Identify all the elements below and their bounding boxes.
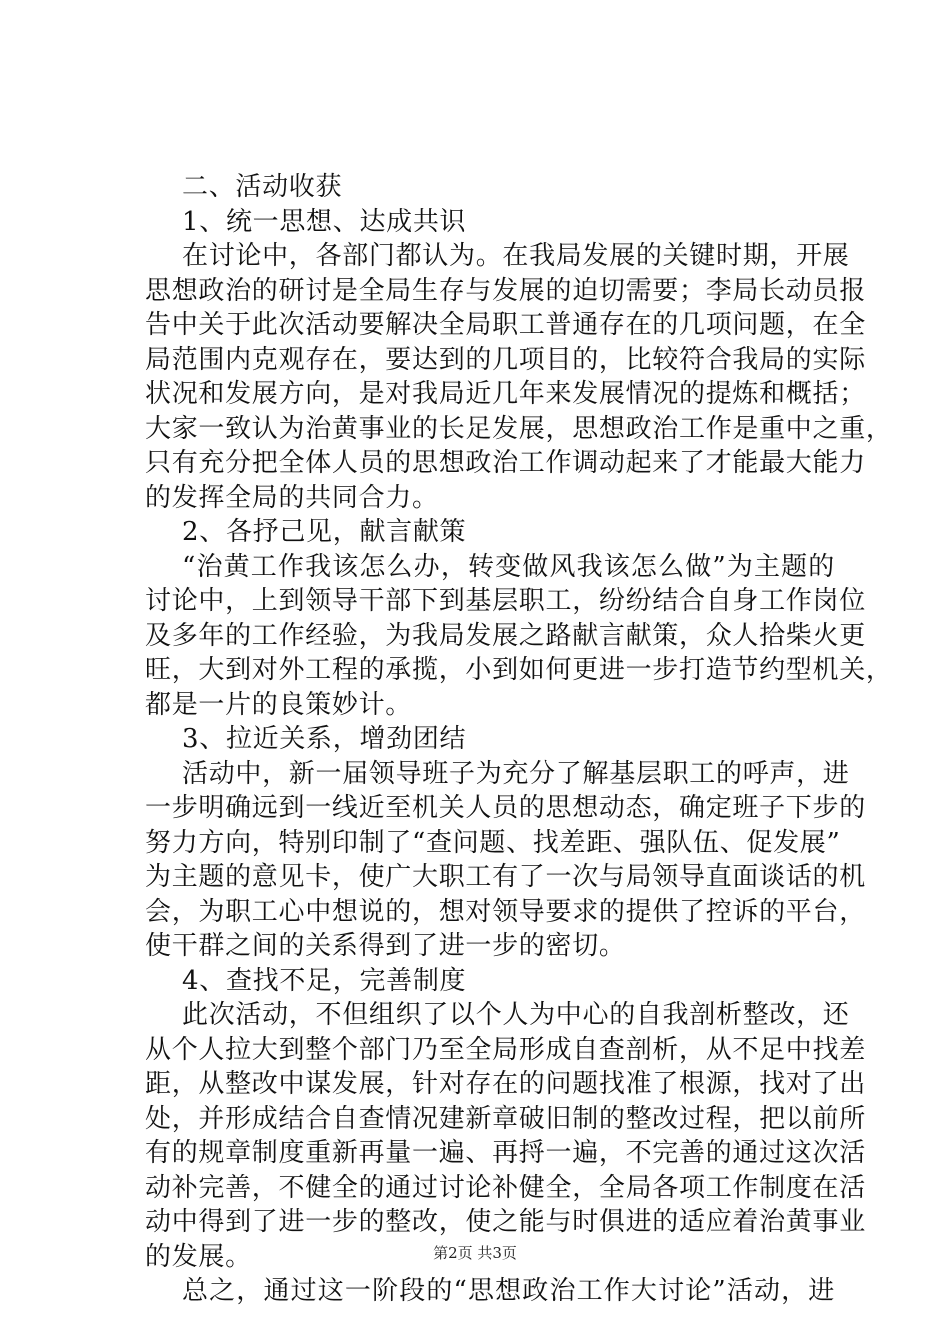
paragraph-line: 从个人拉大到整个部门乃至全局形成自查剖析，从不足中找差 <box>145 1034 866 1065</box>
paragraph-line: 动补完善，不健全的通过讨论补健全，全局各项工作制度在活 <box>145 1172 866 1203</box>
paragraph-line: 使干群之间的关系得到了进一步的密切。 <box>145 931 626 961</box>
subsection-heading: 2、各抒己见，献言献策 <box>182 517 467 547</box>
paragraph-line: 的发挥全局的共同合力。 <box>145 482 439 513</box>
paragraph-line: 都是一片的良策妙计。 <box>145 689 413 720</box>
paragraph-line: 有的规章制度重新再量一遍、再捋一遍，不完善的通过这次活 <box>145 1138 866 1168</box>
paragraph-line: 的发展。 <box>145 1241 252 1272</box>
subsection-heading: 1、统一思想、达成共识 <box>182 206 467 237</box>
paragraph-line: 此次活动，不但组织了以个人为中心的自我剖析整改，还 <box>182 1000 850 1030</box>
page-number-footer: 第2页 共3页 <box>433 1244 517 1262</box>
paragraph-line: 活动中，新一届领导班子为充分了解基层职工的呼声，进 <box>182 758 850 789</box>
paragraph-line: 处，并形成结合自查情况建新章破旧制的整改过程，把以前所 <box>145 1103 866 1134</box>
subsection-heading: 3、拉近关系，增劲团结 <box>182 724 467 754</box>
paragraph-line: 努力方向，特别印制了“查问题、找差距、强队伍、促发展” <box>145 827 841 858</box>
paragraph-line: 大家一致认为治黄事业的长足发展，思想政治工作是重中之重， <box>145 413 893 444</box>
paragraph-line: 动中得到了进一步的整改，使之能与时俱进的适应着治黄事业 <box>145 1207 866 1237</box>
document-body <box>145 170 893 1309</box>
paragraph-line: 旺，大到对外工程的承揽，小到如何更进一步打造节约型机关， <box>145 655 893 685</box>
paragraph-line: 一步明确远到一线近至机关人员的思想动态，确定班子下步的 <box>145 793 866 823</box>
paragraph-line: 讨论中，上到领导干部下到基层职工，纷纷结合自身工作岗位 <box>145 586 866 616</box>
paragraph-line: 告中关于此次活动要解决全局职工普通存在的几项问题，在全 <box>145 310 866 340</box>
paragraph-line: 及多年的工作经验，为我局发展之路献言献策，众人拾柴火更 <box>145 620 866 651</box>
paragraph-line: 为主题的意见卡，使广大职工有了一次与局领导直面谈话的机 <box>145 862 866 892</box>
paragraph-line: 在讨论中，各部门都认为。在我局发展的关键时期，开展 <box>182 241 850 271</box>
paragraph-line: “治黄工作我该怎么办，转变做风我该怎么做”为主题的 <box>182 551 835 582</box>
paragraph-line: 局范围内克观存在，要达到的几项目的，比较符合我局的实际 <box>145 344 866 375</box>
paragraph-line: 会，为职工心中想说的，想对领导要求的提供了控诉的平台， <box>145 896 866 927</box>
section-heading: 二、活动收获 <box>182 172 343 202</box>
paragraph-line: 距，从整改中谋发展，针对存在的问题找准了根源，找对了出 <box>145 1069 866 1099</box>
paragraph-line: 状况和发展方向，是对我局近几年来发展情况的提炼和概括； <box>145 379 866 409</box>
paragraph-line: 只有充分把全体人员的思想政治工作调动起来了才能最大能力 <box>145 448 866 478</box>
paragraph-line: 思想政治的研讨是全局生存与发展的迫切需要；李局长动员报 <box>145 275 866 306</box>
paragraph-line: 总之，通过这一阶段的“思想政治工作大讨论”活动，进 <box>182 1276 835 1306</box>
subsection-heading: 4、查找不足，完善制度 <box>182 965 467 996</box>
